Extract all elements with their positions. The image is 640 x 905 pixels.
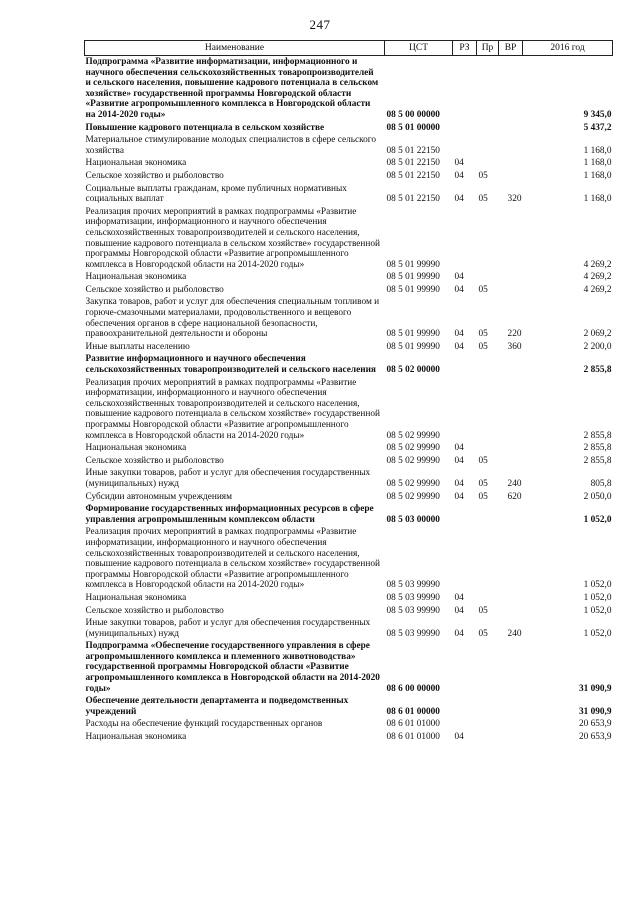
row-amount: 805,8 [590, 478, 612, 489]
table-row [85, 695, 613, 718]
table-header-row [85, 41, 613, 56]
row-amount: 1 168,0 [583, 145, 612, 156]
row-pr [477, 640, 499, 695]
row-cst: 08 6 01 00000 [386, 706, 440, 717]
row-rz [453, 134, 477, 157]
row-pr [477, 592, 499, 605]
row-vr: 240 [507, 628, 522, 639]
row-name: Сельское хозяйство и рыболовство [85, 284, 224, 295]
row-cst: 08 5 01 00000 [386, 122, 440, 133]
row-vr [499, 731, 523, 744]
row-vr [499, 353, 523, 376]
row-rz: 04 [454, 628, 464, 639]
row-pr [477, 157, 499, 170]
row-cst: 08 5 02 00000 [386, 365, 440, 376]
row-name: Подпрограмма «Развитие информатизации, информационного и научного обеспечения сельскохозяйственных товаропроизводителей и сельского населения, повышение кадрового потенциала в сельском хозяйстве» государственной программы Новгородской области «Развитие агропромышленного комплекса в Новгородской области на 2014-2020 годы» [85, 57, 379, 120]
row-amount: 4 269,2 [583, 284, 612, 295]
row-rz: 04 [454, 272, 464, 283]
row-rz [453, 718, 477, 731]
row-rz [453, 503, 477, 526]
row-rz [453, 695, 477, 718]
table-row [85, 377, 613, 443]
header-year: 2016 год [523, 41, 613, 56]
row-name: Социальные выплаты гражданам, кроме публичных нормативных социальных выплат [85, 183, 347, 205]
budget-table [84, 40, 613, 744]
row-amount: 2 855,8 [583, 365, 612, 376]
row-name: Иные закупки товаров, работ и услуг для обеспечения государственных (муниципальных) нужд [85, 618, 371, 639]
table-row [85, 183, 613, 206]
row-name: Сельское хозяйство и рыболовство [85, 170, 224, 181]
row-name: Национальная экономика [85, 443, 187, 454]
table-row [85, 284, 613, 297]
row-name: Расходы на обеспечение функций государственных органов [85, 719, 323, 730]
row-cst: 08 5 02 99990 [386, 430, 440, 441]
row-name: Национальная экономика [85, 272, 187, 283]
row-cst: 08 5 00 00000 [386, 109, 440, 120]
row-amount: 4 269,2 [583, 259, 612, 270]
row-rz: 04 [454, 732, 464, 743]
row-cst: 08 5 03 99990 [386, 580, 440, 591]
row-pr [477, 377, 499, 443]
row-vr [499, 56, 523, 122]
table-row [85, 640, 613, 695]
row-amount: 31 090,9 [578, 706, 612, 717]
header-cst: ЦСТ [385, 41, 453, 56]
row-vr: 620 [507, 491, 522, 502]
table-row [85, 134, 613, 157]
row-pr: 05 [478, 491, 488, 502]
row-pr [477, 122, 499, 135]
row-amount: 2 855,8 [583, 430, 612, 441]
row-cst: 08 5 02 99990 [386, 443, 440, 454]
row-pr: 05 [478, 329, 488, 340]
header-rz: РЗ [453, 41, 477, 56]
row-rz: 04 [454, 443, 464, 454]
row-cst: 08 6 00 00000 [386, 683, 440, 694]
table-row [85, 296, 613, 340]
row-rz [453, 56, 477, 122]
row-amount: 31 090,9 [578, 683, 612, 694]
row-amount: 2 050,0 [583, 491, 612, 502]
row-vr [499, 605, 523, 618]
row-name: Повышение кадрового потенциала в сельском хозяйстве [85, 122, 325, 133]
row-name: Реализация прочих мероприятий в рамках подпрограммы «Развитие информатизации, информационного и научного обеспечения сельскохозяйственных товаропроизводителей и сельского населения, повышение кадрового потенциала в сельском хозяйстве» государственной программы Новгородской области «Развитие агропромышленного комплекса в Новгородской области на 2014-2020 годы» [85, 377, 380, 441]
table-row [85, 271, 613, 284]
row-pr: 05 [478, 455, 488, 466]
row-amount: 2 855,8 [583, 443, 612, 454]
table-row [85, 467, 613, 490]
row-amount: 9 345,0 [583, 109, 612, 120]
row-amount: 1 168,0 [583, 194, 612, 205]
row-pr [477, 695, 499, 718]
row-cst: 08 5 01 99990 [386, 272, 440, 283]
row-cst: 08 5 02 99990 [386, 491, 440, 502]
row-pr [477, 526, 499, 592]
table-row [85, 503, 613, 526]
row-amount: 20 653,9 [578, 719, 612, 730]
row-cst: 08 5 01 99990 [386, 329, 440, 340]
row-pr [477, 442, 499, 455]
table-row [85, 526, 613, 592]
row-rz [453, 206, 477, 272]
page-number: 247 [309, 17, 331, 32]
row-name: Субсидии автономным учреждениям [85, 491, 232, 502]
row-rz [453, 377, 477, 443]
row-name: Закупка товаров, работ и услуг для обеспечения специальным топливом и горюче-смазочными материалами, продовольственного и вещевого обеспечения органов в сфере национальной безопасности, правоохранительной деятельности и обороны [85, 297, 380, 340]
row-amount: 2 200,0 [583, 341, 612, 352]
row-rz: 04 [454, 158, 464, 169]
row-vr [499, 157, 523, 170]
row-rz [453, 122, 477, 135]
row-vr [499, 284, 523, 297]
row-vr: 220 [507, 329, 522, 340]
row-vr: 240 [507, 478, 522, 489]
row-vr [499, 503, 523, 526]
row-vr: 360 [507, 341, 522, 352]
row-pr [477, 56, 499, 122]
row-vr [499, 442, 523, 455]
row-rz [453, 526, 477, 592]
row-rz: 04 [454, 284, 464, 295]
table-row [85, 605, 613, 618]
row-amount: 1 052,0 [583, 592, 612, 603]
row-cst: 08 5 03 99990 [386, 628, 440, 639]
table-row [85, 353, 613, 376]
row-pr [477, 206, 499, 272]
row-cst: 08 5 01 99990 [386, 259, 440, 270]
row-vr [499, 134, 523, 157]
row-amount: 1 168,0 [583, 170, 612, 181]
row-pr: 05 [478, 628, 488, 639]
row-vr [499, 526, 523, 592]
row-name: Формирование государственных информационных ресурсов в сфере управления агропромышленным комплексом области [85, 504, 374, 525]
table-row [85, 592, 613, 605]
header-vr: ВР [499, 41, 523, 56]
row-pr: 05 [478, 194, 488, 205]
row-pr: 05 [478, 478, 488, 489]
row-cst: 08 5 01 22150 [386, 145, 440, 156]
row-amount: 20 653,9 [578, 732, 612, 743]
row-name: Подпрограмма «Обеспечение государственного управления в сфере агропромышленного комплекса и племенного животноводства» государственной программы Новгородской области «Развитие агропромышленного комплекса в Новгородской области на 2014-2020 годы» [85, 641, 380, 694]
row-vr [499, 377, 523, 443]
row-amount: 5 437,2 [583, 122, 612, 133]
row-pr: 05 [478, 284, 488, 295]
row-rz: 04 [454, 329, 464, 340]
table-row [85, 56, 613, 122]
row-name: Национальная экономика [85, 732, 187, 743]
row-rz: 04 [454, 170, 464, 181]
row-pr [477, 271, 499, 284]
row-vr [499, 206, 523, 272]
row-cst: 08 5 01 22150 [386, 158, 440, 169]
table-row [85, 341, 613, 354]
row-cst: 08 6 01 01000 [386, 732, 440, 743]
row-vr [499, 122, 523, 135]
row-rz: 04 [454, 592, 464, 603]
table-row [85, 455, 613, 468]
table-row [85, 491, 613, 504]
row-cst: 08 5 03 99990 [386, 605, 440, 616]
row-vr [499, 170, 523, 183]
row-amount: 1 052,0 [583, 605, 612, 616]
row-name: Национальная экономика [85, 592, 187, 603]
row-pr: 05 [478, 605, 488, 616]
row-rz: 04 [454, 455, 464, 466]
row-pr [477, 353, 499, 376]
row-name: Национальная экономика [85, 158, 187, 169]
row-cst: 08 5 02 99990 [386, 455, 440, 466]
row-name: Сельское хозяйство и рыболовство [85, 605, 224, 616]
row-name: Сельское хозяйство и рыболовство [85, 455, 224, 466]
row-rz: 04 [454, 341, 464, 352]
row-vr [499, 592, 523, 605]
row-amount: 2 069,2 [583, 329, 612, 340]
row-vr [499, 640, 523, 695]
table-row [85, 718, 613, 731]
row-rz [453, 640, 477, 695]
table-body [85, 56, 613, 744]
table-row [85, 122, 613, 135]
row-rz: 04 [454, 194, 464, 205]
row-name: Развитие информационного и научного обеспечения сельскохозяйственных товаропроизводителей и сельского населения [85, 354, 376, 376]
row-rz: 04 [454, 478, 464, 489]
row-name: Материальное стимулирование молодых специалистов в сфере сельского хозяйства [85, 135, 377, 156]
row-pr [477, 503, 499, 526]
row-pr: 05 [478, 170, 488, 181]
row-pr [477, 718, 499, 731]
row-amount: 1 052,0 [583, 628, 612, 639]
row-cst: 08 5 01 22150 [386, 194, 440, 205]
row-cst: 08 5 03 99990 [386, 592, 440, 603]
row-name: Обеспечение деятельности департамента и подведомственных учреждений [85, 696, 349, 717]
table-row [85, 617, 613, 640]
row-amount: 1 052,0 [583, 580, 612, 591]
row-vr [499, 695, 523, 718]
row-name: Иные закупки товаров, работ и услуг для обеспечения государственных (муниципальных) нужд [85, 468, 371, 489]
row-cst: 08 5 03 00000 [386, 514, 440, 525]
row-vr: 320 [507, 194, 522, 205]
row-amount: 2 855,8 [583, 455, 612, 466]
row-amount: 1 052,0 [583, 514, 612, 525]
row-rz: 04 [454, 605, 464, 616]
row-name: Иные выплаты населению [85, 341, 190, 352]
row-cst: 08 5 01 22150 [386, 170, 440, 181]
row-pr: 05 [478, 341, 488, 352]
row-name: Реализация прочих мероприятий в рамках подпрограммы «Развитие информатизации, информационного и научного обеспечения сельскохозяйственных товаропроизводителей и сельского населения, повышение кадрового потенциала в сельском хозяйстве» государственной программы Новгородской области «Развитие агропромышленного комплекса в Новгородской области на 2014-2020 годы» [85, 206, 380, 270]
row-rz [453, 353, 477, 376]
row-amount: 1 168,0 [583, 158, 612, 169]
table-row [85, 206, 613, 272]
table-row [85, 731, 613, 744]
row-amount: 4 269,2 [583, 272, 612, 283]
row-name: Реализация прочих мероприятий в рамках подпрограммы «Развитие информатизации, информационного и научного обеспечения сельскохозяйственных товаропроизводителей и сельского населения, повышение кадрового потенциала в сельском хозяйстве» государственной программы Новгородской области «Развитие агропромышленного комплекса в Новгородской области на 2014-2020 годы» [85, 527, 380, 591]
header-pr: Пр [477, 41, 499, 56]
row-pr [477, 134, 499, 157]
table-row [85, 157, 613, 170]
row-rz: 04 [454, 491, 464, 502]
table-row [85, 442, 613, 455]
row-cst: 08 5 01 99990 [386, 341, 440, 352]
table-row [85, 170, 613, 183]
row-vr [499, 455, 523, 468]
row-cst: 08 5 02 99990 [386, 478, 440, 489]
header-name: Наименование [85, 41, 385, 56]
row-cst: 08 6 01 01000 [386, 719, 440, 730]
row-cst: 08 5 01 99990 [386, 284, 440, 295]
row-pr [477, 731, 499, 744]
row-vr [499, 718, 523, 731]
row-vr [499, 271, 523, 284]
